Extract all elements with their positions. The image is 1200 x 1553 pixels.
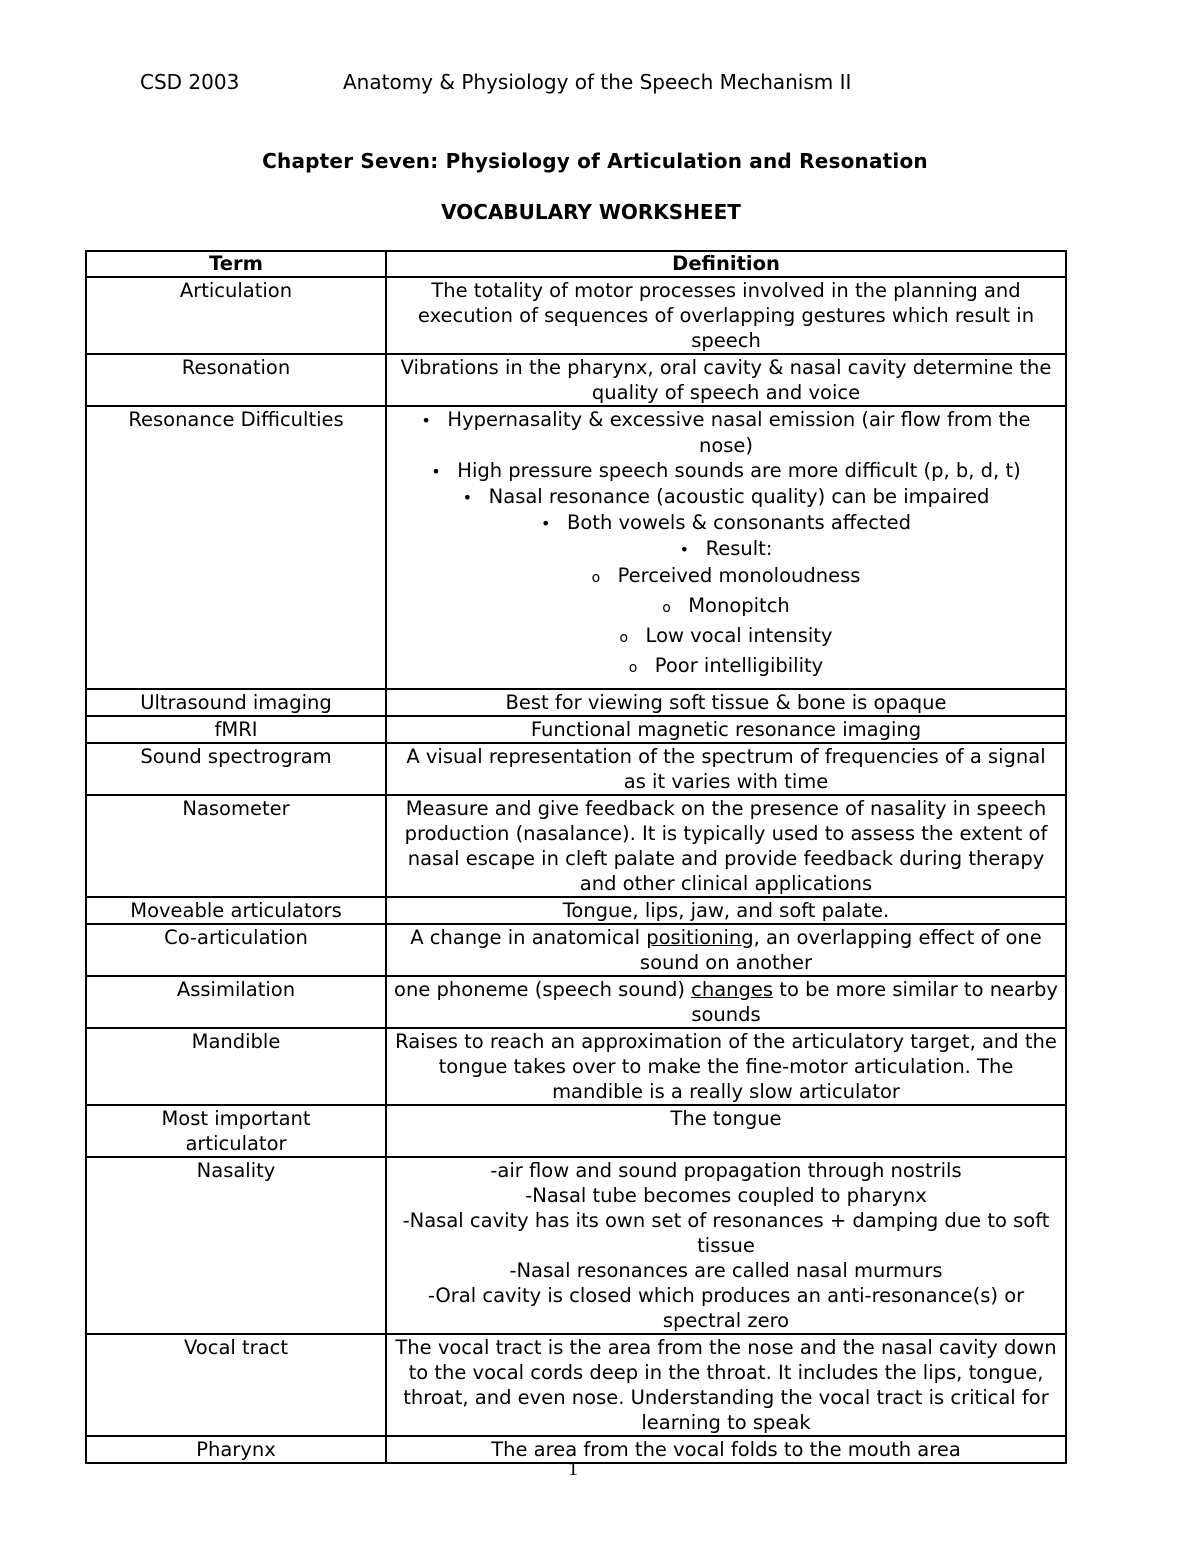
chapter-title: Chapter Seven: Physiology of Articulation and Resonation: [262, 149, 928, 173]
definition-cell: The tongue: [386, 1105, 1066, 1157]
definition-line: -Nasal tube becomes coupled to pharynx: [525, 1184, 927, 1207]
definition-cell: The totality of motor processes involved in the planning and execution of sequences of overlapping gestures which result in speech: [386, 277, 1066, 354]
term-cell: Sound spectrogram: [86, 743, 386, 795]
definition-cell: [386, 406, 1066, 689]
table-row: [86, 277, 1066, 354]
table-row: [86, 1334, 1066, 1436]
term-cell: Resonation: [86, 354, 386, 406]
bullet-icon: •: [421, 411, 431, 430]
circle-bullet-icon: o: [619, 630, 629, 646]
circle-bullet-icon: o: [662, 600, 671, 616]
table-row: [86, 1028, 1066, 1105]
bullet-icon: •: [431, 462, 441, 481]
running-header: [140, 70, 852, 94]
sub-list-item: o Monopitch: [393, 592, 1059, 622]
term-cell: Co-articulation: [86, 924, 386, 976]
course-title: Anatomy & Physiology of the Speech Mechanism II: [343, 70, 852, 94]
definition-cell: Vibrations in the pharynx, oral cavity & nasal cavity determine the quality of speech and voice: [386, 354, 1066, 406]
underlined-term[interactable]: positioning: [646, 926, 754, 949]
sub-list-item: o Perceived monoloudness: [393, 562, 1059, 592]
term-cell: Pharynx: [86, 1436, 386, 1463]
table-row: [86, 716, 1066, 743]
list-item: • Nasal resonance (acoustic quality) can be impaired: [462, 485, 990, 508]
table-row: [86, 924, 1066, 976]
term-column-header: Term: [86, 251, 386, 277]
table-row: [86, 897, 1066, 924]
definition-cell: [386, 1157, 1066, 1334]
table-row: [86, 1105, 1066, 1157]
definition-cell: The vocal tract is the area from the nose and the nasal cavity down to the vocal cords deep in the throat. It includes the lips, tongue, throat, and even nose. Understanding the vocal tract is critical for learning to speak: [386, 1334, 1066, 1436]
term-cell: Nasometer: [86, 795, 386, 897]
underlined-term[interactable]: changes: [691, 978, 774, 1001]
definition-cell: Tongue, lips, jaw, and soft palate.: [386, 897, 1066, 924]
definition-line: -Nasal cavity has its own set of resonances + damping due to soft tissue: [402, 1209, 1050, 1257]
table-row: [86, 354, 1066, 406]
table-row: [86, 689, 1066, 716]
term-cell: Moveable articulators: [86, 897, 386, 924]
definition-cell: one phoneme (speech sound) changes to be more similar to nearby sounds: [386, 976, 1066, 1028]
definition-column-header: Definition: [386, 251, 1066, 277]
bullet-icon: •: [679, 540, 690, 559]
term-cell: Ultrasound imaging: [86, 689, 386, 716]
definition-line: -air flow and sound propagation through nostrils: [490, 1159, 962, 1182]
vocabulary-table: [85, 250, 1067, 1464]
term-cell: Articulation: [86, 277, 386, 354]
definition-cell: A visual representation of the spectrum of frequencies of a signal as it varies with time: [386, 743, 1066, 795]
table-row: [86, 743, 1066, 795]
page-number: 1: [568, 1458, 578, 1480]
definition-cell: Measure and give feedback on the presence of nasality in speech production (nasalance). It is typically used to assess the extent of nasal escape in cleft palate and provide feedback during therapy and other clinical applications: [386, 795, 1066, 897]
list-item: • High pressure speech sounds are more difficult (p, b, d, t): [431, 459, 1021, 482]
table-row: [86, 406, 1066, 689]
course-code: CSD 2003: [140, 70, 240, 94]
term-cell: fMRI: [86, 716, 386, 743]
list-item: • Result:: [679, 537, 773, 560]
sub-list-item: o Poor intelligibility: [393, 652, 1059, 682]
table-row: [86, 795, 1066, 897]
bullet-list: [393, 407, 1059, 682]
definition-line: -Oral cavity is closed which produces an anti-resonance(s) or spectral zero: [427, 1284, 1025, 1332]
circle-bullet-icon: o: [628, 660, 638, 676]
definition-cell: A change in anatomical positioning, an overlapping effect of one sound on another: [386, 924, 1066, 976]
definition-line: -Nasal resonances are called nasal murmurs: [509, 1259, 943, 1282]
list-item: • Hypernasality & excessive nasal emission (air flow from the nose): [421, 408, 1031, 457]
table-row: [86, 976, 1066, 1028]
definition-cell: Functional magnetic resonance imaging: [386, 716, 1066, 743]
term-cell: Vocal tract: [86, 1334, 386, 1436]
circle-bullet-icon: o: [591, 570, 601, 586]
sub-list-item: o Low vocal intensity: [393, 622, 1059, 652]
definition-cell: Raises to reach an approximation of the articulatory target, and the tongue takes over to make the fine-motor articulation. The mandible is a really slow articulator: [386, 1028, 1066, 1105]
list-item: • Both vowels & consonants affected: [540, 511, 911, 534]
bullet-icon: •: [462, 488, 473, 507]
table-header-row: [86, 251, 1066, 277]
term-cell: Assimilation: [86, 976, 386, 1028]
bullet-icon: •: [540, 514, 551, 533]
term-cell: Nasality: [86, 1157, 386, 1334]
definition-cell: Best for viewing soft tissue & bone is opaque: [386, 689, 1066, 716]
term-cell: Mandible: [86, 1028, 386, 1105]
term-cell: Resonance Difficulties: [86, 406, 386, 689]
table-row: [86, 1157, 1066, 1334]
term-cell: Most important articulator: [86, 1105, 386, 1157]
worksheet-title: VOCABULARY WORKSHEET: [441, 200, 741, 224]
definition-cell: The area from the vocal folds to the mouth area: [386, 1436, 1066, 1463]
